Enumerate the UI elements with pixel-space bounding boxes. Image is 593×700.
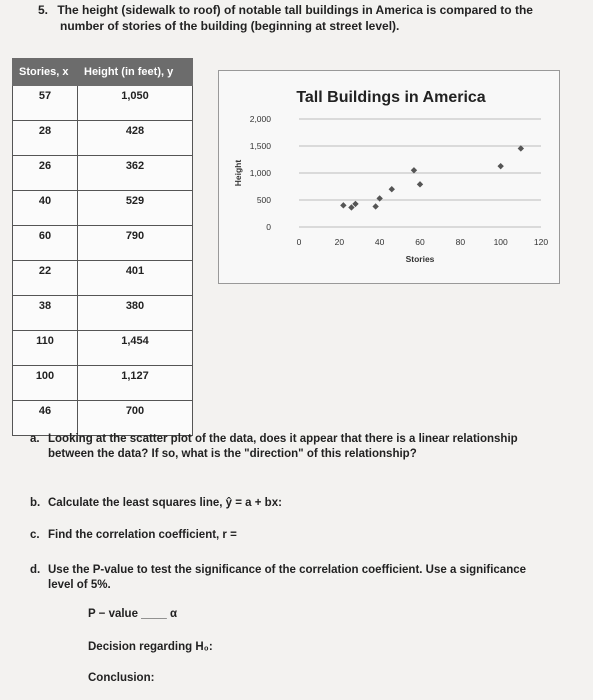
x-axis-label: Stories bbox=[405, 254, 435, 264]
table-row bbox=[13, 366, 193, 401]
table-row bbox=[13, 401, 193, 436]
cell-height: 1,454 bbox=[78, 331, 193, 366]
cell-height: 362 bbox=[78, 156, 193, 191]
question-d bbox=[30, 563, 580, 593]
column-header-height: Height (in feet), y bbox=[78, 59, 193, 86]
cell-height: 380 bbox=[78, 296, 193, 331]
cell-height: 700 bbox=[78, 401, 193, 436]
cell-height: 1,050 bbox=[78, 86, 193, 121]
cell-stories: 38 bbox=[13, 296, 78, 331]
cell-stories: 26 bbox=[13, 156, 78, 191]
question-a-label: a. bbox=[30, 433, 40, 445]
data-point bbox=[376, 195, 382, 201]
data-point bbox=[340, 202, 346, 208]
table-row bbox=[13, 331, 193, 366]
question-d-label: d. bbox=[30, 564, 41, 576]
question-c-label: c. bbox=[30, 529, 40, 541]
question-b bbox=[30, 496, 282, 511]
pvalue-comparison: P − value ____ α bbox=[88, 608, 178, 620]
table-row bbox=[13, 121, 193, 156]
problem-line-2: number of stories of the building (beginning at street level). bbox=[60, 19, 400, 33]
y-tick-label: 500 bbox=[256, 195, 271, 205]
cell-stories: 100 bbox=[13, 366, 78, 401]
problem-statement bbox=[38, 2, 558, 34]
data-point bbox=[372, 203, 378, 209]
question-a-line-1: Looking at the scatter plot of the data, does it appear that there is a linear relationship bbox=[48, 433, 518, 445]
data-point bbox=[417, 181, 423, 187]
question-a bbox=[30, 432, 570, 462]
chart-title: Tall Buildings in America bbox=[296, 89, 486, 106]
table-row bbox=[13, 261, 193, 296]
question-a-line-2: between the data? If so, what is the "direction" of this relationship? bbox=[48, 448, 417, 460]
column-header-stories: Stories, x bbox=[13, 59, 78, 86]
scatter-chart bbox=[218, 70, 560, 284]
data-table bbox=[12, 58, 193, 436]
x-tick-label: 120 bbox=[533, 237, 549, 247]
x-tick-label: 20 bbox=[334, 237, 345, 247]
question-b-label: b. bbox=[30, 497, 41, 509]
decision-prompt: Decision regarding H₀: bbox=[88, 641, 213, 653]
question-d-line-1: Use the P-value to test the significance of the correlation coefficient. Use a significance bbox=[48, 564, 527, 576]
x-tick-label: 0 bbox=[296, 237, 302, 247]
cell-stories: 60 bbox=[13, 226, 78, 261]
data-point bbox=[497, 163, 503, 169]
cell-stories: 46 bbox=[13, 401, 78, 436]
table-header-row bbox=[13, 59, 193, 86]
y-tick-label: 1,500 bbox=[249, 141, 271, 151]
y-tick-label: 1,000 bbox=[249, 168, 271, 178]
cell-stories: 22 bbox=[13, 261, 78, 296]
y-tick-label: 0 bbox=[266, 222, 271, 232]
data-point bbox=[389, 186, 395, 192]
cell-height: 1,127 bbox=[78, 366, 193, 401]
table-row bbox=[13, 86, 193, 121]
cell-height: 428 bbox=[78, 121, 193, 156]
table-row bbox=[13, 296, 193, 331]
cell-stories: 40 bbox=[13, 191, 78, 226]
x-tick-label: 80 bbox=[455, 237, 466, 247]
cell-height: 790 bbox=[78, 226, 193, 261]
question-c-text: Find the correlation coefficient, r = bbox=[48, 529, 237, 541]
x-tick-label: 100 bbox=[493, 237, 508, 247]
cell-height: 529 bbox=[78, 191, 193, 226]
cell-stories: 28 bbox=[13, 121, 78, 156]
x-tick-label: 40 bbox=[374, 237, 385, 247]
y-tick-label: 2,000 bbox=[249, 114, 271, 124]
question-d-line-2: level of 5%. bbox=[48, 579, 111, 591]
cell-stories: 110 bbox=[13, 331, 78, 366]
table-row bbox=[13, 191, 193, 226]
conclusion-prompt: Conclusion: bbox=[88, 672, 155, 684]
cell-height: 401 bbox=[78, 261, 193, 296]
problem-line-1: The height (sidewalk to roof) of notable tall buildings in America is compared to the bbox=[57, 3, 533, 17]
y-axis-label: Height bbox=[233, 159, 243, 187]
question-b-text: Calculate the least squares line, ŷ = a + bx: bbox=[48, 497, 282, 509]
table-row bbox=[13, 156, 193, 191]
problem-number: 5. bbox=[38, 3, 49, 17]
cell-stories: 57 bbox=[13, 86, 78, 121]
table-row bbox=[13, 226, 193, 261]
question-c bbox=[30, 528, 237, 543]
x-tick-label: 60 bbox=[415, 237, 425, 247]
table-body bbox=[13, 86, 193, 436]
chart-svg bbox=[219, 71, 559, 283]
